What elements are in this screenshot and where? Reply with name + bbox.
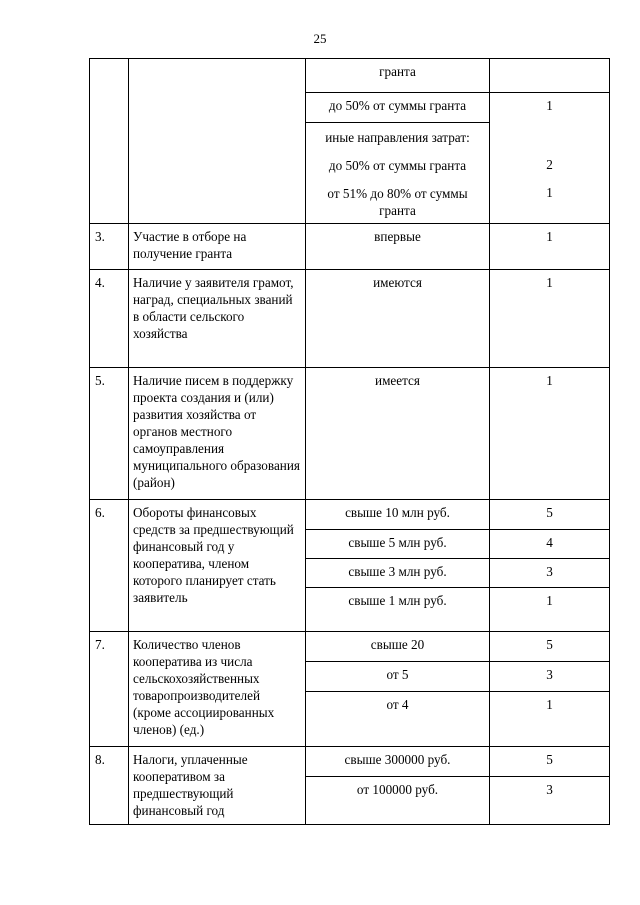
number-cell: 3. bbox=[90, 224, 129, 270]
criterion-cell: Количество членов кооператива из числа сельскохозяйственных товаропроизводителей (кроме ассоциированных членов) (ед.) bbox=[129, 632, 306, 747]
score-item: 1 bbox=[546, 697, 553, 712]
table-row bbox=[90, 632, 610, 747]
score-cell bbox=[490, 59, 610, 224]
score-item: 3 bbox=[490, 559, 609, 588]
score-item: 1 bbox=[546, 98, 553, 113]
number-cell: 5. bbox=[90, 368, 129, 500]
criterion-cell bbox=[129, 59, 306, 224]
number-cell bbox=[90, 59, 129, 224]
value-item: гранта bbox=[306, 59, 489, 93]
value-item: свыше 5 млн руб. bbox=[306, 530, 489, 559]
number-cell: 6. bbox=[90, 500, 129, 632]
page-number: 25 bbox=[313, 31, 327, 46]
score-item bbox=[490, 59, 609, 93]
score-cell bbox=[490, 500, 610, 632]
score-item: 5 bbox=[490, 632, 609, 662]
value-item: свыше 300000 руб. bbox=[306, 747, 489, 777]
score-item: 3 bbox=[490, 662, 609, 692]
value-item: иные направления затрат: bbox=[325, 130, 470, 145]
number-cell: 7. bbox=[90, 632, 129, 747]
criterion-cell: Наличие у заявителя грамот, наград, специальных званий в области сельского хозяйства bbox=[129, 270, 306, 368]
number-cell: 4. bbox=[90, 270, 129, 368]
score-item: 2 bbox=[546, 157, 553, 172]
score-item: 1 bbox=[546, 593, 553, 608]
score-cell: 1 bbox=[490, 224, 610, 270]
value-cell bbox=[306, 500, 490, 632]
table-row-continuation bbox=[90, 59, 610, 224]
table-row bbox=[90, 270, 610, 368]
value-cell: впервые bbox=[306, 224, 490, 270]
table-row bbox=[90, 224, 610, 270]
value-cell: имеются bbox=[306, 270, 490, 368]
score-cell bbox=[490, 632, 610, 747]
value-item: от 100000 руб. bbox=[356, 782, 439, 797]
value-item: от 51% до 80% от суммы гранта bbox=[327, 186, 468, 218]
score-item: 3 bbox=[546, 782, 553, 797]
value-cell bbox=[306, 632, 490, 747]
value-item: свыше 10 млн руб. bbox=[306, 500, 489, 530]
score-item bbox=[490, 122, 609, 156]
value-item: свыше 1 млн руб. bbox=[348, 593, 447, 608]
score-item: 1 bbox=[546, 185, 553, 200]
value-item: до 50% от суммы гранта bbox=[328, 158, 467, 173]
table-row bbox=[90, 500, 610, 632]
value-item: от 5 bbox=[306, 662, 489, 692]
score-cell: 1 bbox=[490, 368, 610, 500]
score-item: 5 bbox=[490, 747, 609, 777]
score-item: 4 bbox=[490, 530, 609, 559]
value-item: до 50% от суммы гранта bbox=[306, 93, 489, 123]
criterion-cell: Наличие писем в поддержку проекта создания и (или) развития хозяйства от органов местного самоуправления муниципального образования (район) bbox=[129, 368, 306, 500]
number-cell: 8. bbox=[90, 747, 129, 825]
score-cell: 1 bbox=[490, 270, 610, 368]
criteria-table bbox=[89, 58, 610, 825]
value-cell: имеется bbox=[306, 368, 490, 500]
criterion-cell: Участие в отборе на получение гранта bbox=[129, 224, 306, 270]
score-item: 5 bbox=[490, 500, 609, 530]
value-item: от 4 bbox=[386, 697, 409, 712]
table-row bbox=[90, 747, 610, 825]
value-cell bbox=[306, 747, 490, 825]
table-row bbox=[90, 368, 610, 500]
criterion-cell: Обороты финансовых средств за предшествующий финансовый год у кооператива, членом которого планирует стать заявитель bbox=[129, 500, 306, 632]
score-cell bbox=[490, 747, 610, 825]
value-item: свыше 3 млн руб. bbox=[306, 559, 489, 588]
value-cell bbox=[306, 59, 490, 224]
value-item: свыше 20 bbox=[306, 632, 489, 662]
criterion-cell: Налоги, уплаченные кооперативом за предшествующий финансовый год bbox=[129, 747, 306, 825]
